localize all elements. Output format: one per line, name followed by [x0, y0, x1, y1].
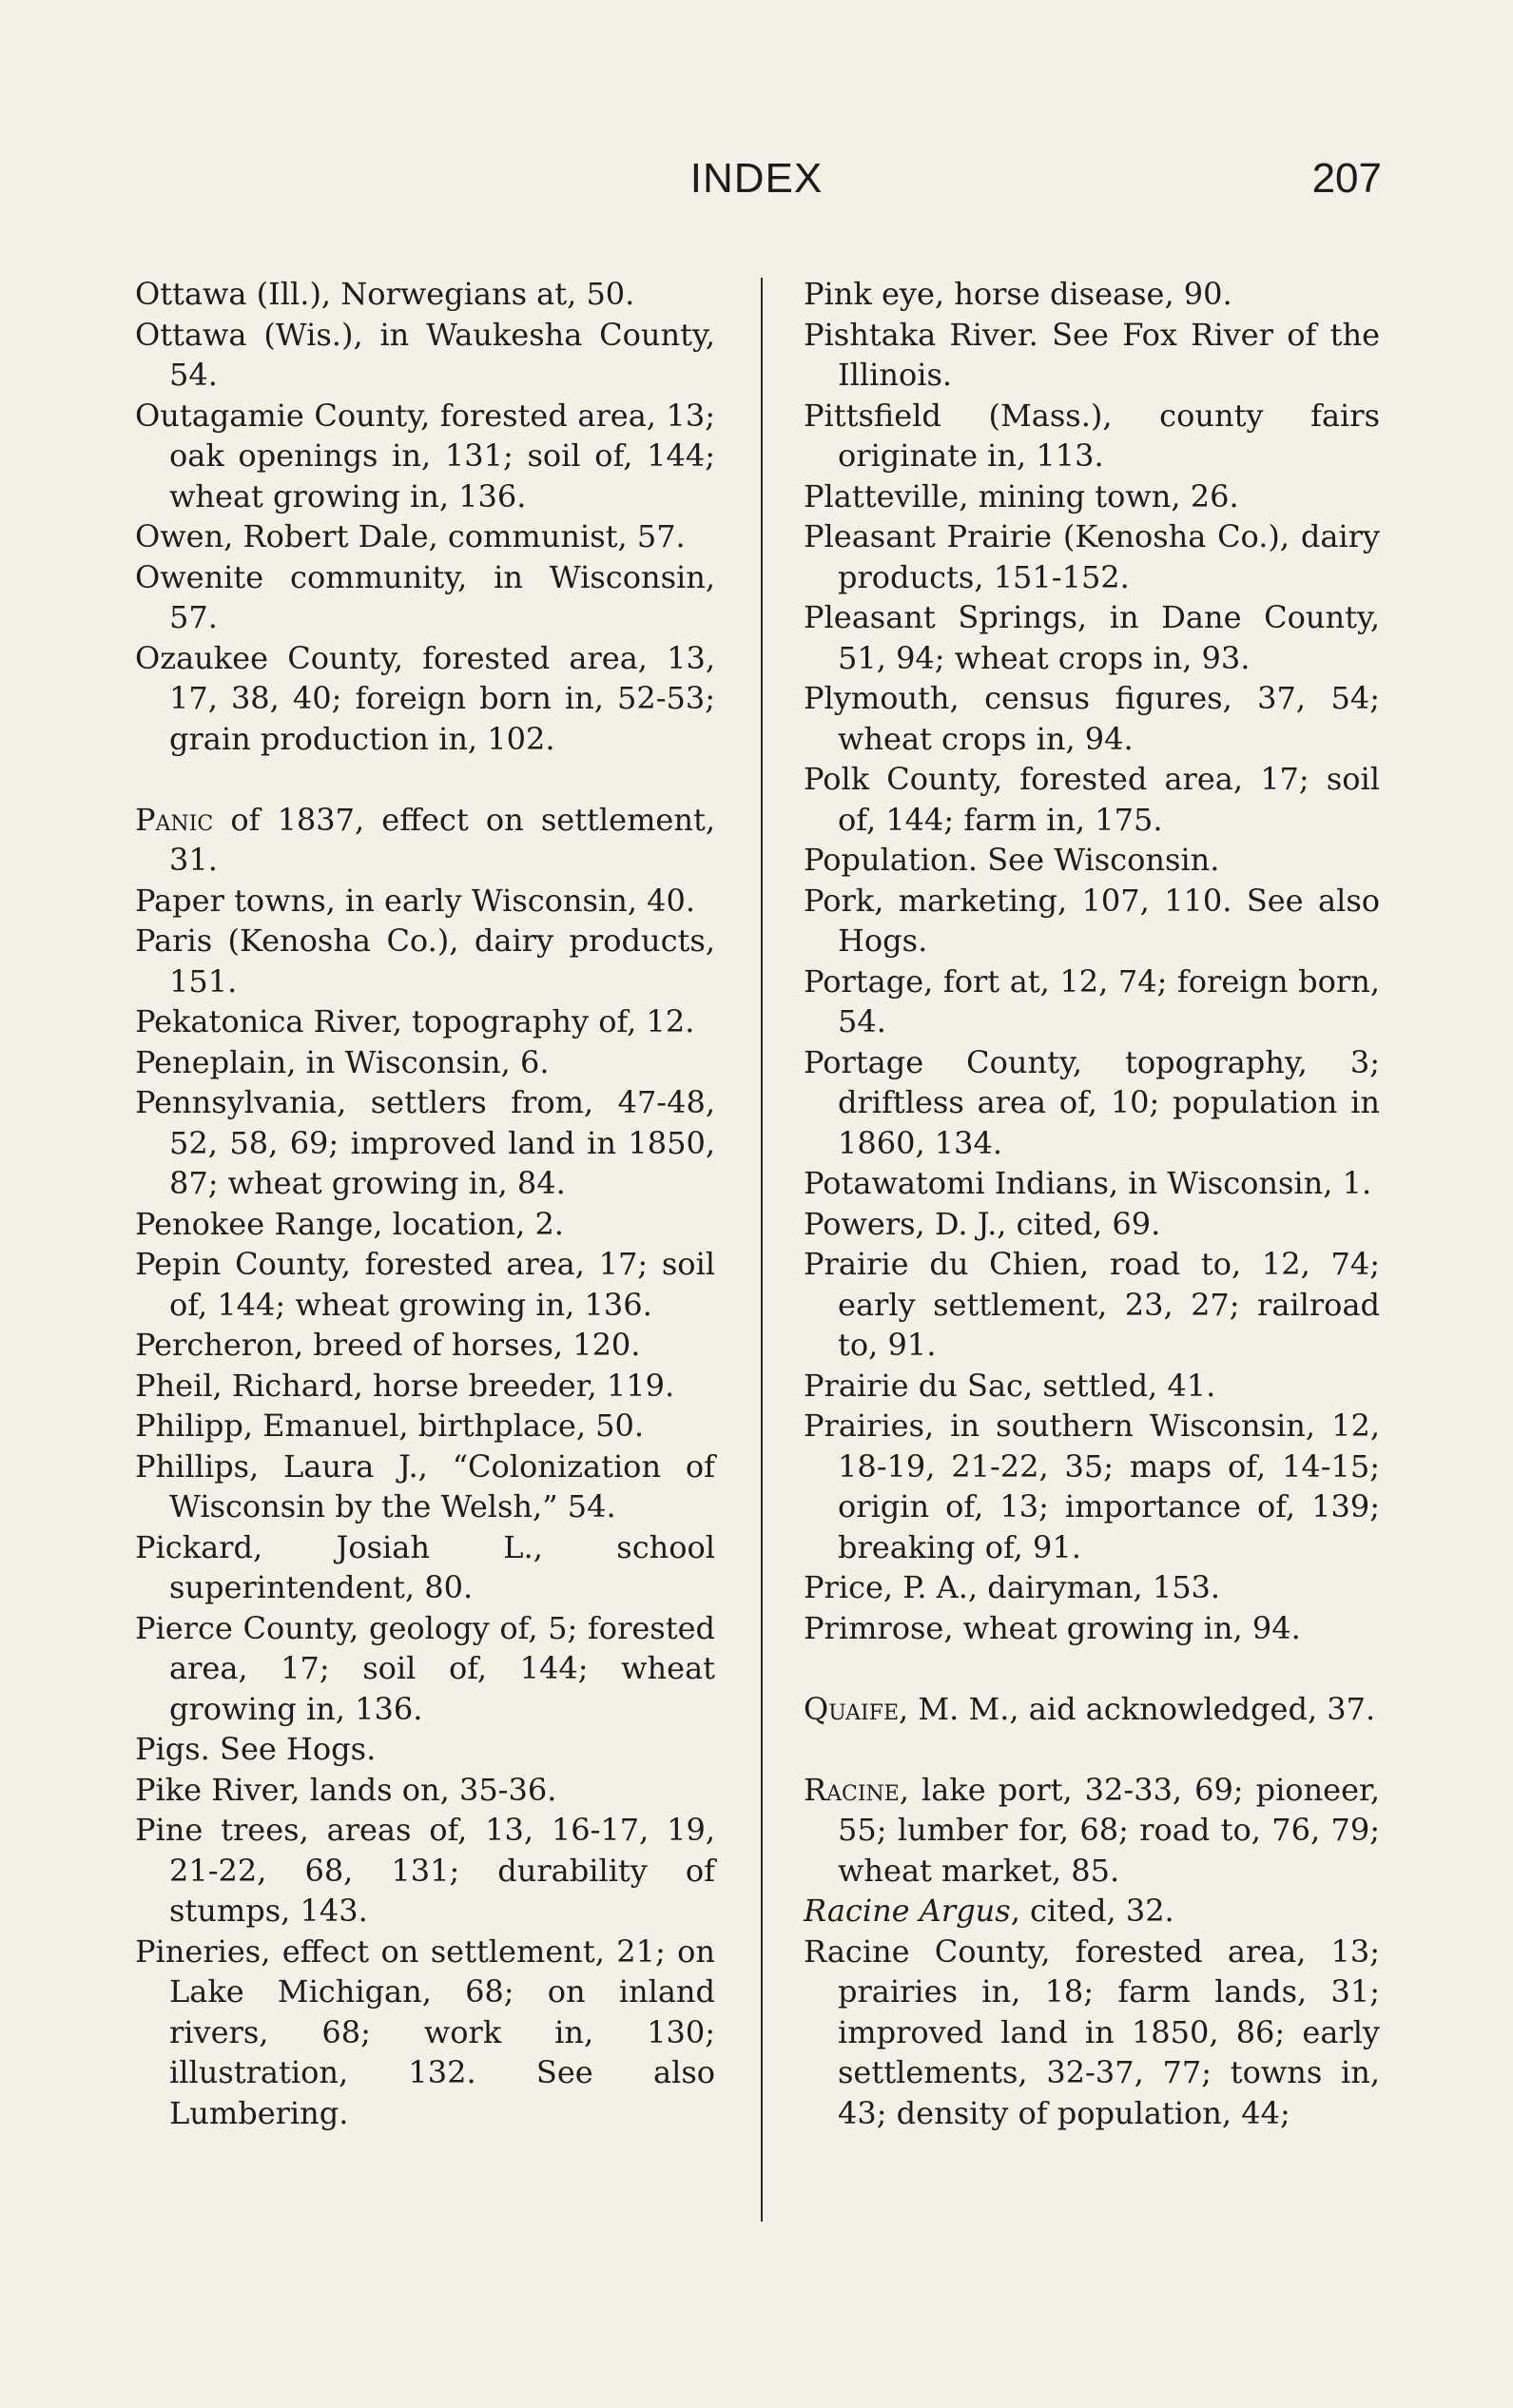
index-entry: Ottawa (Ill.), Norwegians at, 50.: [135, 276, 635, 312]
index-entry: Price, P. A., dairyman, 153.: [804, 1569, 1221, 1605]
index-entry: Prairie du Chien, road to, 12, 74; early settlement, 23, 27; railroad to, 91.: [804, 1246, 1380, 1363]
index-entry: Pekatonica River, topography of, 12.: [135, 1003, 695, 1039]
index-entry: Quaife, M. M., aid acknowledged, 37.: [804, 1690, 1376, 1727]
index-entry: Ozaukee County, forested area, 13, 17, 38, 40; foreign born in, 52-53; grain production in, 102.: [135, 639, 715, 757]
running-head-title: INDEX: [689, 155, 824, 202]
index-entry: Pleasant Prairie (Kenosha Co.), dairy products, 151-152.: [804, 518, 1380, 595]
index-entry: Pleasant Springs, in Dane County, 51, 94; wheat crops in, 93.: [804, 599, 1380, 676]
index-entry: Ottawa (Wis.), in Waukesha County, 54.: [135, 316, 715, 393]
column-divider: [761, 278, 763, 2222]
index-entry: Racine Argus, cited, 32.: [804, 1893, 1174, 1929]
index-entry: Racine County, forested area, 13; prairies in, 18; farm lands, 31; improved land in 1850, 86; early settlements, 32-37, 77; towns in, 43; density of population, 44;: [804, 1932, 1380, 2131]
index-entry: Portage County, topography, 3; driftless area of, 10; population in 1860, 134.: [804, 1043, 1380, 1161]
letter-section-gap: [135, 759, 715, 800]
index-entry: Percheron, breed of horses, 120.: [135, 1327, 641, 1363]
index-entry: Outagamie County, forested area, 13; oak openings in, 131; soil of, 144; wheat growing in, 136.: [135, 397, 715, 515]
index-entry: Owenite community, in Wisconsin, 57.: [135, 558, 715, 635]
index-entry: Population. See Wisconsin.: [804, 842, 1220, 878]
index-entry: Pork, marketing, 107, 110. See also Hogs.: [804, 882, 1380, 959]
index-entry: Pepin County, forested area, 17; soil of, 144; wheat growing in, 136.: [135, 1246, 715, 1323]
index-entry: Prairies, in southern Wisconsin, 12, 18-19, 21-22, 35; maps of, 14-15; origin of, 13; importance of, 139; breaking of, 91.: [804, 1408, 1380, 1565]
index-entry: Pittsfield (Mass.), county fairs originate in, 113.: [804, 397, 1380, 474]
entry-lead-smallcaps: Panic: [135, 801, 214, 838]
index-entry: Paper towns, in early Wisconsin, 40.: [135, 882, 696, 919]
index-entry: Pheil, Richard, horse breeder, 119.: [135, 1367, 675, 1404]
index-entry: Pishtaka River. See Fox River of the Illinois.: [804, 316, 1380, 393]
index-entry: Philipp, Emanuel, birthplace, 50.: [135, 1408, 645, 1444]
index-entry: Pine trees, areas of, 13, 16-17, 19, 21-22, 68, 131; durability of stumps, 143.: [135, 1812, 715, 1929]
index-entry: Pickard, Josiah L., school superintendent, 80.: [135, 1528, 715, 1605]
index-entry: Prairie du Sac, settled, 41.: [804, 1367, 1216, 1404]
index-entry: Peneplain, in Wisconsin, 6.: [135, 1043, 550, 1080]
index-entry: Pineries, effect on settlement, 21; on Lake Michigan, 68; on inland rivers, 68; work in, 130; illustration, 132. See also Lumbering.: [135, 1932, 715, 2131]
letter-section-gap: [804, 1648, 1380, 1689]
index-entry: Panic of 1837, effect on settlement, 31.: [135, 801, 715, 878]
index-column-right: [804, 274, 1380, 2133]
index-entry: Pike River, lands on, 35-36.: [135, 1771, 557, 1808]
index-entry: Pennsylvania, settlers from, 47-48, 52, 58, 69; improved land in 1850, 87; wheat growing in, 84.: [135, 1084, 715, 1201]
entry-lead-smallcaps: Racine: [804, 1771, 900, 1808]
index-entry: Primrose, wheat growing in, 94.: [804, 1609, 1301, 1646]
index-entry: Platteville, mining town, 26.: [804, 477, 1239, 515]
index-entry: Pink eye, horse disease, 90.: [804, 276, 1232, 312]
entry-lead-italic: Racine Argus: [804, 1893, 1011, 1929]
index-entry: Potawatomi Indians, in Wisconsin, 1.: [804, 1165, 1372, 1201]
index-entry: Penokee Range, location, 2.: [135, 1205, 564, 1242]
index-entry: Portage, fort at, 12, 74; foreign born, 54.: [804, 962, 1380, 1039]
index-entry: Powers, D. J., cited, 69.: [804, 1205, 1161, 1242]
entry-lead-smallcaps: Quaife: [804, 1690, 900, 1727]
index-entry: Racine, lake port, 32-33, 69; pioneer, 55; lumber for, 68; road to, 76, 79; wheat market, 85.: [804, 1771, 1380, 1889]
page-header: [0, 150, 1513, 207]
index-entry: Pigs. See Hogs.: [135, 1731, 377, 1767]
index-entry: Phillips, Laura J., “Colonization of Wisconsin by the Welsh,” 54.: [135, 1447, 715, 1524]
index-entry: Paris (Kenosha Co.), dairy products, 151.: [135, 922, 715, 1000]
index-entry: Owen, Robert Dale, communist, 57.: [135, 518, 686, 554]
index-entry: Pierce County, geology of, 5; forested area, 17; soil of, 144; wheat growing in, 136.: [135, 1609, 715, 1727]
index-column-left: [135, 274, 715, 2133]
letter-section-gap: [804, 1729, 1380, 1770]
index-entry: Polk County, forested area, 17; soil of, 144; farm in, 175.: [804, 761, 1380, 838]
index-entry: Plymouth, census figures, 37, 54; wheat crops in, 94.: [804, 680, 1380, 757]
page-number: 207: [1311, 155, 1382, 202]
